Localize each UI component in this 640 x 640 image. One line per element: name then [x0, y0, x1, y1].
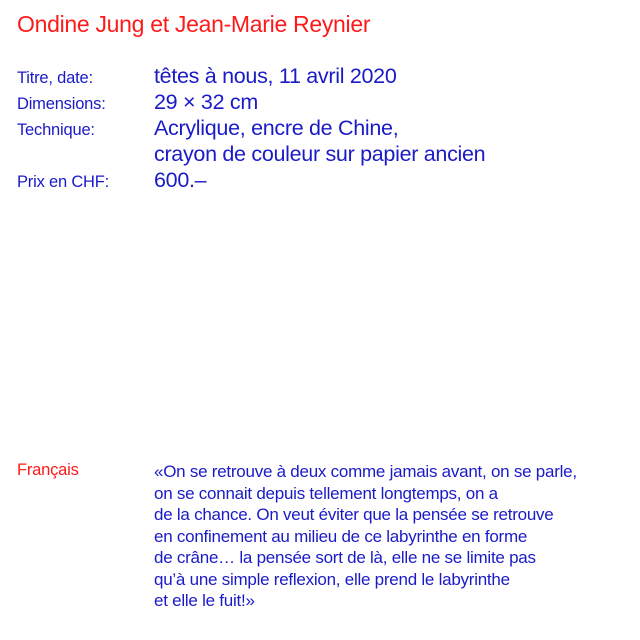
spec-label-price: Prix en CHF:: [17, 173, 110, 191]
quote-line: qu’à une simple reflexion, elle prend le labyrinthe: [154, 569, 510, 589]
technique-line: crayon de couleur sur papier ancien: [154, 142, 486, 166]
quote-line: de crâne… la pensée sort de là, elle ne se limite pas: [154, 548, 536, 567]
spec-value-technique: [154, 115, 485, 167]
language-label: Français: [17, 461, 79, 479]
spec-label-title: Titre, date:: [17, 69, 93, 87]
spec-value-dimensions: 29 × 32 cm: [154, 90, 258, 114]
description-quote: [154, 461, 577, 612]
quote-line: en confinement au milieu de ce labyrinthe en forme: [154, 526, 528, 546]
quote-line: «On se retrouve à deux comme jamais avant, on se parle,: [154, 462, 577, 481]
spec-row-dimensions: [17, 89, 485, 115]
quote-line: et elle le fuit!»: [154, 591, 255, 610]
artist-names-heading: Ondine Jung et Jean-Marie Reynier: [17, 11, 371, 37]
spec-label-technique: Technique:: [17, 121, 95, 139]
spec-row-title: [17, 63, 485, 89]
spec-label-dimensions: Dimensions:: [17, 95, 106, 113]
spec-value-price: 600.–: [154, 168, 207, 192]
quote-line: de la chance. On veut éviter que la pensée se retrouve: [154, 505, 554, 524]
artwork-specs: [17, 63, 485, 193]
spec-row-price: [17, 167, 485, 193]
quote-line: on se connait depuis tellement longtemps, on a: [154, 483, 498, 503]
spec-row-technique: [17, 115, 485, 167]
spec-value-title: têtes à nous, 11 avril 2020: [154, 64, 397, 88]
technique-line: Acrylique, encre de Chine,: [154, 116, 399, 140]
